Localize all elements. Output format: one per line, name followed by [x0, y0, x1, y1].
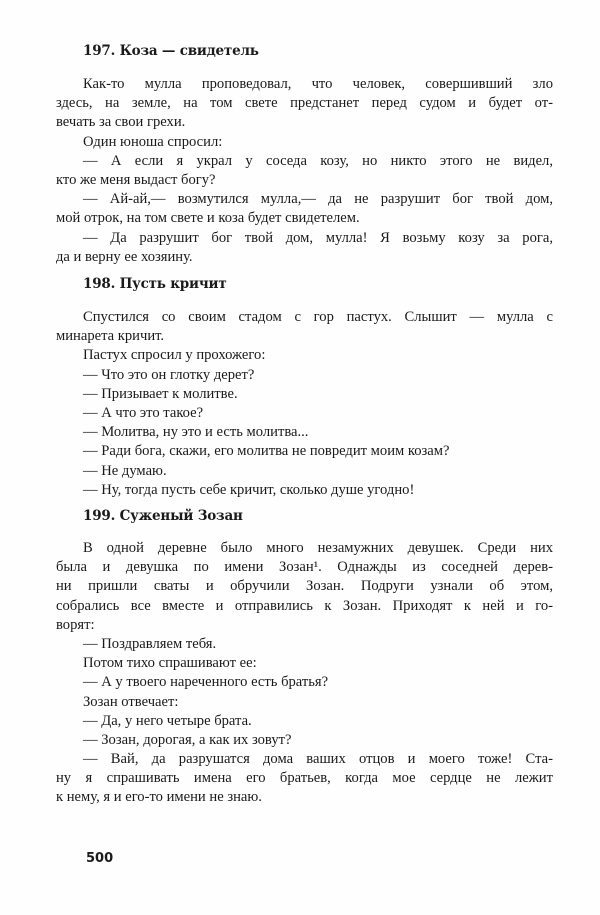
- text-line: — Ну, тогда пусть себе кричит, сколько душе угодно!: [83, 481, 415, 498]
- text-line: — Что это он глотку дерет?: [83, 366, 255, 383]
- text-line: — А если я украл у соседа козу, но никто этого не видел,: [83, 152, 553, 169]
- text-line: — Молитва, ну это и есть молитва...: [83, 424, 309, 441]
- text-line: минарета кричит.: [56, 328, 165, 345]
- text-line: — Не думаю.: [83, 462, 167, 479]
- text-line: — Зозан, дорогая, а как их зовут?: [83, 731, 292, 748]
- text-line: ворят:: [56, 616, 95, 633]
- text-line: — Ради бога, скажи, его молитва не повредит моим козам?: [83, 443, 450, 460]
- text-line: — Поздравляем тебя.: [83, 635, 217, 652]
- text-line: Спустился со своим стадом с гор пастух. Слышит — мулла с: [83, 309, 553, 325]
- text-line: вечать за свои грехи.: [56, 114, 186, 131]
- text-line: — А что это такое?: [83, 404, 204, 421]
- text-line: — Да разрушит бог твой дом, мулла! Я возьму козу за рога,: [83, 229, 553, 246]
- text-line: — Да, у него четыре брата.: [83, 712, 252, 729]
- text-line: ну я спрашивать имена его братьев, когда мое сердце не лежит: [56, 770, 553, 787]
- story-heading: 198. Пусть кричит: [83, 276, 227, 292]
- story-body: [56, 308, 553, 500]
- story-heading: 197. Коза — свидетель: [83, 43, 259, 59]
- story-heading: 199. Суженый Зозан: [83, 508, 243, 524]
- page-number: 500: [86, 851, 114, 866]
- text-line: здесь, на земле, на том свете предстанет перед судом и будет от-: [56, 95, 553, 112]
- story-body: [56, 539, 553, 808]
- text-line: кто же меня выдаст богу?: [56, 171, 216, 188]
- story-body: [56, 75, 553, 267]
- text-line: Как-то мулла проповедовал, что человек, совершивший зло: [83, 76, 553, 92]
- text-line: Потом тихо спрашивают ее:: [83, 655, 257, 672]
- text-line: Пастух спросил у прохожего:: [83, 347, 266, 364]
- text-line: — Вай, да разрушатся дома ваших отцов и моего тоже! Ста-: [83, 751, 553, 768]
- text-line: Зозан отвечает:: [83, 693, 179, 710]
- text-line: — Ай-ай,— возмутился мулла,— да не разрушит бог твой дом,: [83, 191, 553, 208]
- text-line: собрались все вместе и отправились к Зозан. Приходят к ней и го-: [56, 597, 553, 614]
- text-line: Один юноша спросил:: [83, 133, 223, 150]
- text-line: — А у твоего нареченного есть братья?: [83, 674, 329, 691]
- text-line: ни пришли сваты и обручили Зозан. Подруги узнали об этом,: [56, 578, 553, 595]
- text-line: да и верну ее хозяину.: [56, 248, 193, 265]
- text-line: В одной деревне было много незамужних девушек. Среди них: [83, 540, 553, 556]
- text-line: — Призывает к молитве.: [83, 385, 238, 402]
- text-line: мой отрок, на том свете и коза будет свидетелем.: [56, 210, 360, 227]
- text-line: к нему, я и его-то имени не знаю.: [56, 789, 262, 806]
- text-line: была и девушка по имени Зозан¹. Однажды из соседней дерев-: [56, 559, 553, 576]
